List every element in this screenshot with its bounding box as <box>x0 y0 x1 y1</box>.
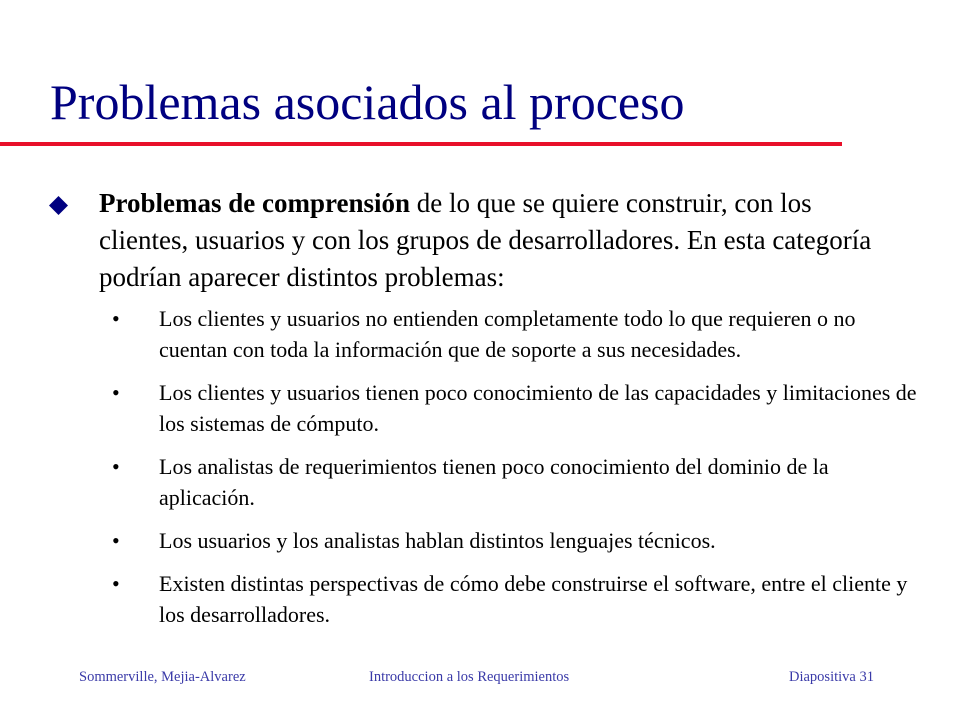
slide-title: Problemas asociados al proceso <box>50 74 685 130</box>
sub-bullet-dot: • <box>112 571 120 596</box>
list-item <box>0 568 960 630</box>
diamond-bullet-icon <box>49 196 68 215</box>
list-item <box>0 525 960 556</box>
sub-bullet-text: Los usuarios y los analistas hablan distintos lenguajes técnicos. <box>159 528 716 553</box>
list-item <box>0 303 960 365</box>
sub-bullet-dot: • <box>112 380 120 405</box>
footer-slide-number: Diapositiva 31 <box>789 669 874 685</box>
sub-bullet-text: Existen distintas perspectivas de cómo debe construirse el software, entre el cliente y los desarrolladores. <box>159 571 908 627</box>
footer-course-title: Introduccion a los Requerimientos <box>369 669 570 685</box>
main-bullet-bold: Problemas de comprensión <box>99 188 411 218</box>
main-bullet-rest: de lo que se quiere construir, con los clientes, usuarios y con los grupos de desarrolladores. En esta categoría podrían aparecer distintos problemas: <box>99 188 872 292</box>
title-underline <box>0 142 842 146</box>
sub-bullet-text: Los clientes y usuarios no entienden completamente todo lo que requieren o no cuentan con toda la información que de soporte a sus necesidades. <box>159 306 856 362</box>
list-item <box>0 377 960 439</box>
sub-bullet-text: Los clientes y usuarios tienen poco conocimiento de las capacidades y limitaciones de los sistemas de cómputo. <box>159 380 917 436</box>
list-item <box>0 451 960 513</box>
sub-bullet-dot: • <box>112 528 120 553</box>
main-bullet-text <box>99 185 899 296</box>
sub-bullet-dot: • <box>112 306 120 331</box>
sub-bullet-text: Los analistas de requerimientos tienen poco conocimiento del dominio de la aplicación. <box>159 454 829 510</box>
sub-bullet-dot: • <box>112 454 120 479</box>
sub-bullet-list <box>0 303 960 642</box>
footer-authors: Sommerville, Mejia-Alvarez <box>79 669 246 685</box>
